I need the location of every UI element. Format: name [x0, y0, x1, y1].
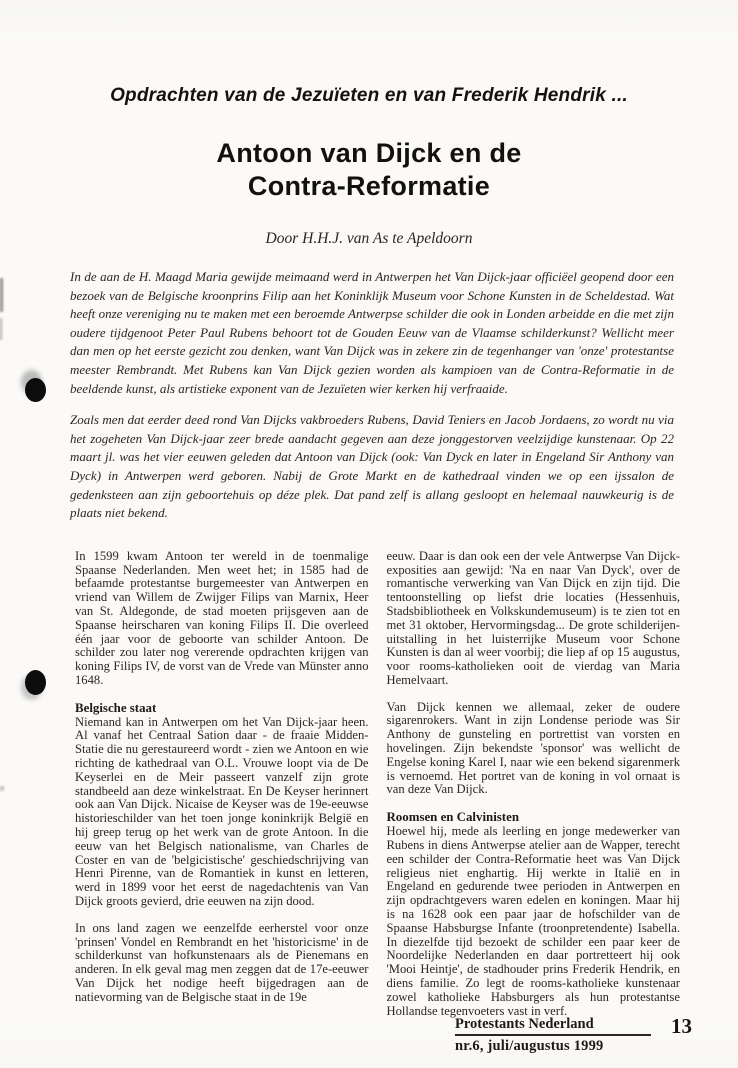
section-heading-roomsen-en-calvinisten: Roomsen en Calvinisten [386, 810, 519, 825]
right-column [387, 550, 681, 1032]
left-column [75, 550, 369, 1032]
kicker: Opdrachten van de Jezuïeten en van Frederik Hendrik ... [110, 85, 628, 106]
section-heading-belgische-staat: Belgische staat [75, 700, 157, 715]
body-paragraph: Van Dijck kennen we allemaal, zeker de oudere sigarenrokers. Want in zijn Londense periode was Sir Anthony de gunsteling en portrettist van vorsten en hovelingen. Zijn bekendste 'sponsor' was wellicht de Engelse koning Karel I, naar wie een bekend sigarenmerk is vernoemd. Het portret van de koning in vol ornaat is van deze Van Dijck. [386, 699, 680, 797]
intro-paragraph: Zoals men dat eerder deed rond Van Dijcks vakbroeders Rubens, David Teniers en Jacob Jordaens, zo wordt nu via het zogeheten Van Dijck-jaar zeer brede aandacht gegeven aan deze jonggestorven veelzijdige kunstenaar. Op 22 maart jl. was het vier eeuwen geleden dat Antoon van Dijck (ook: Van Dyck en later in Engeland Sir Anthony van Dyck) in Antwerpen werd geboren. Nabij de Grote Markt en de kathedraal vinden we op een ijssalon de gedenksteen aan zijn geboortehuis op déze plek. Dat pand zelf is allang gesloopt en helemaal nauwkeurig is de plaats niet bekend. [70, 412, 674, 521]
intro-section [70, 268, 674, 523]
scan-edge-streak-artifact [0, 278, 3, 312]
body-paragraph: Hoewel hij, mede als leerling en jonge medewerker van Rubens in diens Antwerpse atelier aan de Wapper, terecht een schilder der Contra-Reformatie heet was Van Dijck religieus niet enghartig. Hij werkte in Italië en in Engeland en gedurende twee perioden in Antwerpen en zijn opdrachtgevers waren edelen en koningen. Maar hij is na 1628 ook een paar jaar de hofschilder van de Spaanse Habsburgse Infante (troonpretendente) Isabella. In diezelfde tijd bezoekt de schilder een paar keer de Noordelijke Nederlanden en daar portretteert hij ook 'Mooi Heintje', de stadhouder prins Frederik Hendrik, en diens familie. Zo legt de rooms-katholieke kunstenaar zowel katholieke Habsburgers als hun protestantse Hollandse tegenvoeters vast in verf. [386, 824, 680, 1018]
scan-hole-punch-artifact [25, 378, 46, 402]
byline: Door H.H.J. van As te Apeldoorn [265, 230, 473, 247]
scan-hole-punch-artifact [25, 670, 46, 695]
issue-info: nr.6, juli/augustus 1999 [455, 1038, 604, 1054]
body-paragraph: In ons land zagen we eenzelfde eerherstel voor onze 'prinsen' Vondel en Rembrandt en het 'historicisme' in de schilderkunst van hofkunstenaars als de Pienemans en anderen. In elk geval mag men zeggen dat de 17e-eeuwer Van Dijck het nodige heeft bijgedragen aan de natievorming van de Belgische staat in de 19e [75, 920, 369, 1004]
footer-journal-block [455, 1016, 651, 1054]
body-columns [75, 550, 680, 1032]
scan-edge-streak-artifact [0, 786, 4, 791]
article-title-line-2: Contra-Reformatie [247, 171, 491, 201]
journal-name: Protestants Nederland [455, 1016, 651, 1036]
body-paragraph: Niemand kan in Antwerpen om het Van Dijck-jaar heen. Al vanaf het Centraal Sation daar - de fraaie Midden-Statie die nu gerestaureerd wordt - zien we Antoon en wie richting de kathedraal van O.L. Vrouwe loopt via de De Keyserlei en de Meir passeert vanzelf zijn grote standbeeld aan deze winkelstraat. En De Keyser herinnert ook aan Van Dijck. Nicaise de Keyser was de 19e-eeuwse historieschilder van het toen jonge koninkrijk België en hij greep terug op het werk van de grote Antoon. In die eeuw van het Belgisch nationalisme, van Charles de Coster en van de 'belgicistische' geschiedschrijving van Henri Pirenne, van de Romantiek in kunst en letteren, werd in 1899 voor het eerst de nagedachtenis van Van Dijck groots gevierd, drie eeuwen na zijn dood. [75, 714, 369, 909]
intro-paragraph: In de aan de H. Maagd Maria gewijde meimaand werd in Antwerpen het Van Dijck-jaar officiëel geopend door een bezoek van de Belgische kroonprins Filip aan het Koninklijk Museum voor Schone Kunsten in de Scheldestad. Wat heeft onze vereniging nu te maken met een beroemde Antwerpse schilder die ook in Londen arbeidde en die met zijn oudere tijdgenoot Peter Paul Rubens behoort tot de Gouden Eeuw van de Vlaamse schilderkunst? Wellicht meer dan men op het eerste gezicht zou denken, want Van Dijck was in zekere zin de tegenhanger van 'onze' protestantse meester Rembrandt. Met Rubens kan Van Dijck gezien worden als kampioen van de Contra-Reformatie in de beeldende kunst, als artistieke exponent van de Jezuïeten wier kerken hij verfraaide. [70, 269, 674, 396]
page-number: 13 [671, 1014, 692, 1038]
body-paragraph: In 1599 kwam Antoon ter wereld in de toenmalige Spaanse Nederlanden. Men weet het; in 1585 had de befaamde protestantse burgemeester van Antwerpen en vriend van Willem de Zwijger Filips van Marnix, Heer van St. Aldegonde, de stad moeten prijsgeven aan de Spaanse heirscharen van koning Filips II. Die overleed één jaar voor de geboorte van schilder Antoon. De schilder zou later nog vererende opdrachten krijgen van koning Filips IV, de vorst van de Vrede van Münster anno 1648. [75, 548, 369, 687]
scan-edge-streak-artifact [0, 318, 2, 340]
body-paragraph: eeuw. Daar is dan ook een der vele Antwerpse Van Dijck-exposities aan gewijd: 'Na en naar Van Dyck', over de romantische verwerking van Van Dijck en zijn tijd. Die tentoonstelling op liefst drie locaties (Hessenhuis, Stadsbibliotheek en Volkskundemuseum) is te zien tot en met 31 oktober, Hervormingsdag... De grote schilderijen-uitstalling in het luisterrijke Museum voor Schone Kunsten is dan al weer voorbij; die liep af op 15 augustus, voor rooms-katholieken ooit de vierdag van Maria Hemelvaart. [386, 548, 680, 687]
article-title-line-1: Antoon van Dijck en de [216, 138, 522, 168]
article-title [0, 137, 738, 203]
